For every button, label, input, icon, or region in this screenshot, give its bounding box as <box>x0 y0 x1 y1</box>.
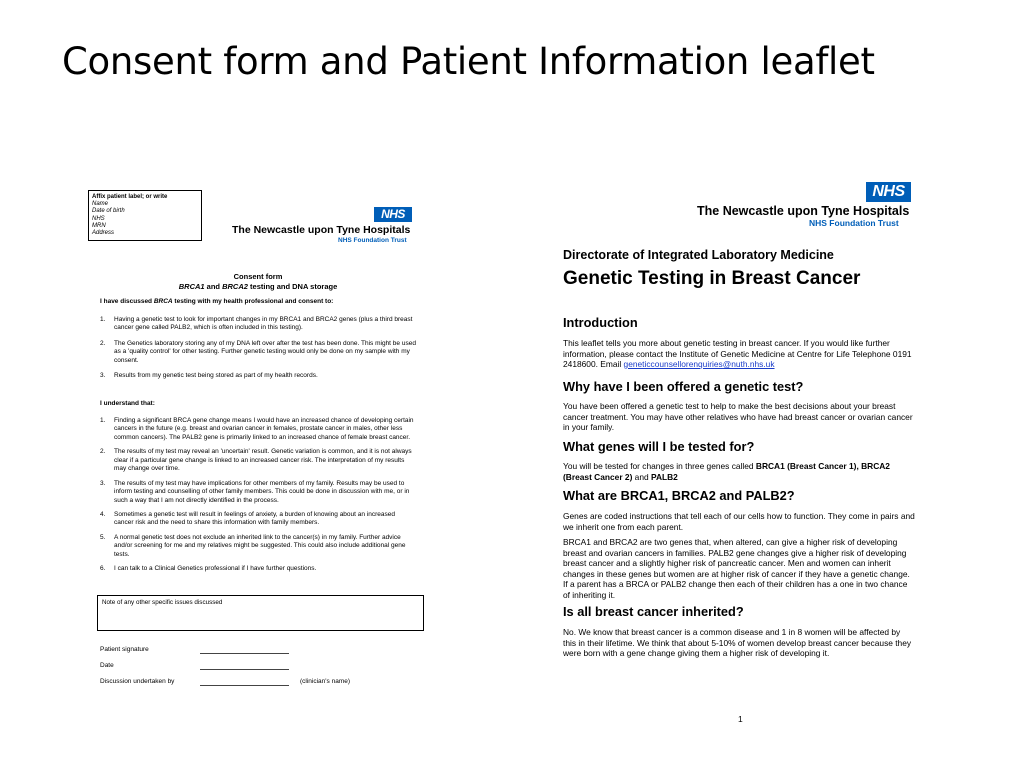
list-item-text: Having a genetic test to look for important changes in my BRCA1 and BRCA2 genes (plus a third breast cancer gene called PALB2, which is often included in this testing). <box>114 316 413 332</box>
issues-discussed-box[interactable] <box>97 595 424 631</box>
list-item <box>100 316 416 333</box>
list-item <box>100 534 416 559</box>
consent-form-title-line2: BRCA1 and BRCA2 testing and DNA storage <box>178 282 338 292</box>
leaflet-title: Genetic Testing in Breast Cancer <box>563 268 861 289</box>
list-item <box>100 448 416 473</box>
information-leaflet <box>563 180 918 740</box>
inherited-text: No. We know that breast cancer is a common disease and 1 in 8 women will be affected by this in their lifetime. We think that about 5-10% of women develop breast cancer because they were born with a gene change giving them a higher risk of developing it. <box>563 627 912 658</box>
date-line[interactable] <box>200 669 289 670</box>
slide-title: Consent form and Patient Information leaflet <box>62 40 875 83</box>
understand-list <box>100 417 416 574</box>
issues-discussed-label: Note of any other specific issues discussed <box>102 599 223 606</box>
email-link[interactable]: geneticcounsellorenquiries@nuth.nhs.uk <box>623 359 775 369</box>
list-item-number: 1. <box>100 316 106 323</box>
introduction-text: This leaflet tells you more about genetic testing in breast cancer. If you would like further information, please contact the Institute of Genetic Medicine at Centre for Life Telephone 0191 2418600. Email geneticcounsellorenquiries@nuth.nhs.uk <box>563 338 912 369</box>
nhs-logo: NHS <box>866 182 911 202</box>
list-item <box>100 565 416 573</box>
consent-list <box>100 316 416 381</box>
understand-heading: I understand that: <box>100 400 155 407</box>
list-item-text: The Genetics laboratory storing any of my DNA left over after the test has been done. This might be used as a 'quality control' for other testing. Further genetic testing would only be done on my sample with my consent. <box>114 339 416 364</box>
list-item-number: 3. <box>100 372 106 380</box>
list-item-number: 2. <box>100 448 106 456</box>
hospital-name: The Newcastle upon Tyne Hospitals <box>697 204 910 218</box>
what-text-2: BRCA1 and BRCA2 are two genes that, when altered, can give a higher risk of developing breast and ovarian cancers in families. PALB2 gene changes give a higher risk of developing breast cancer and a slightly higher risk of pancreatic cancer. Men and women can inherit changes in these genes but women are at higher risk of cancer if they have a genetic change. If a parent has a BRCA or PALB2 change then each of their children has a one in two chance of inheriting it. <box>563 537 910 600</box>
clinician-name-line[interactable] <box>200 685 289 686</box>
what-heading: What are BRCA1, BRCA2 and PALB2? <box>563 488 795 503</box>
discussion-label: Discussion undertaken by <box>100 678 175 685</box>
nhs-logo: NHS <box>374 207 412 222</box>
genes-text: You will be tested for changes in three genes called BRCA1 (Breast Cancer 1), BRCA2 (Breast Cancer 2) and PALB2 <box>563 461 890 482</box>
list-item-text: Results from my genetic test being stored as part of my health records. <box>114 372 318 380</box>
why-heading: Why have I been offered a genetic test? <box>563 379 804 394</box>
list-item-text: Finding a significant BRCA gene change means I would have an increased chance of developing certain cancers in the future (e.g. breast and ovarian cancer in females, prostate cancer in males, other less common cancers). The PALB2 gene is primarily linked to an increased chance of female breast cancer. <box>114 417 414 441</box>
directorate-heading: Directorate of Integrated Laboratory Medicine <box>563 248 834 262</box>
patient-label-box <box>88 190 202 241</box>
patient-signature-label: Patient signature <box>100 646 149 653</box>
inherited-heading: Is all breast cancer inherited? <box>563 604 744 619</box>
why-text: You have been offered a genetic test to help to make the best decisions about your breast cancer treatment. You may have other relatives who have had breast cancer or ovarian cancer in your family. <box>563 401 913 432</box>
patient-label-field: Date of birth <box>92 208 125 215</box>
list-item-number: 2. <box>100 339 106 347</box>
list-item-number: 3. <box>100 479 106 487</box>
list-item <box>100 372 416 380</box>
consent-form-title-line1: Consent form <box>233 272 283 281</box>
list-item-text: I can talk to a Clinical Genetics professional if I have further questions. <box>114 565 317 573</box>
consent-heading: I have discussed BRCA testing with my health professional and consent to: <box>100 298 334 305</box>
introduction-heading: Introduction <box>563 315 638 330</box>
patient-signature-line[interactable] <box>200 653 289 654</box>
list-item <box>100 417 416 442</box>
patient-label-field: MRN <box>92 222 106 229</box>
consent-form-title <box>88 272 428 292</box>
list-item-number: 6. <box>100 565 106 573</box>
trust-name: NHS Foundation Trust <box>809 218 899 228</box>
date-label: Date <box>100 662 114 669</box>
page-number: 1 <box>738 714 743 724</box>
consent-form <box>88 190 428 695</box>
list-item-number: 5. <box>100 533 106 541</box>
patient-label-heading: Affix patient label; or write <box>92 194 168 200</box>
list-item-number: 1. <box>100 417 106 424</box>
list-item <box>100 340 416 365</box>
list-item <box>100 480 416 505</box>
hospital-name: The Newcastle upon Tyne Hospitals <box>232 224 411 236</box>
clinician-name-note: (clinician's name) <box>300 678 351 685</box>
patient-label-field: Name <box>92 201 109 208</box>
what-text-1: Genes are coded instructions that tell each of our cells how to function. They come in pairs and we inherit one from each parent. <box>563 511 915 532</box>
list-item-text: A normal genetic test does not exclude an inherited link to the cancer(s) in my family. Further advice and/or screening for me and my relatives might be suggested. This could also include additional gene tests. <box>114 533 406 558</box>
patient-label-field: Address <box>92 229 115 236</box>
list-item-number: 4. <box>100 510 106 518</box>
genes-heading: What genes will I be tested for? <box>563 439 755 454</box>
list-item-text: The results of my test may have implications for other members of my family. Results may be used to inform testing and counselling of other family members. This could be done in discussion with me, or in such a way that I am not directly identified in the process. <box>114 479 410 504</box>
list-item <box>100 511 416 528</box>
list-item-text: The results of my test may reveal an 'uncertain' result. Genetic variation is common, and it is not always clear if a particular gene change is linked to an increased cancer risk. The interpretation of my results may change over time. <box>114 448 412 473</box>
trust-name: NHS Foundation Trust <box>338 237 407 244</box>
list-item-text: Sometimes a genetic test will result in feelings of anxiety, a burden of knowing about an increased cancer risk and the need to share this information with family members. <box>114 510 395 527</box>
patient-label-field: NHS <box>92 215 105 222</box>
